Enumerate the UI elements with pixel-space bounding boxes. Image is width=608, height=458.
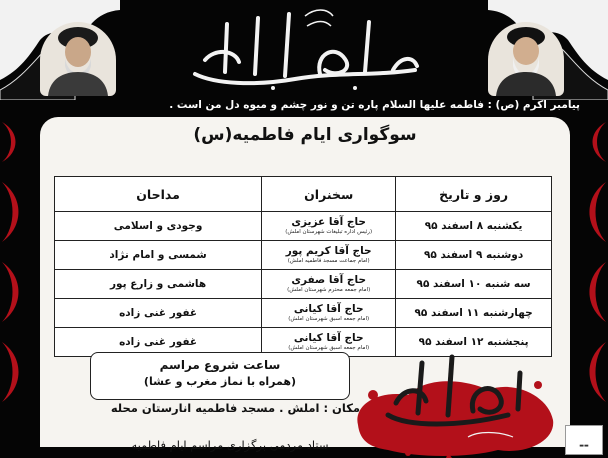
header-date: روز و تاریخ — [396, 177, 552, 212]
organizer-text: ستاد مردمی برگزاری مراسم ایام فاطمیه — [131, 438, 329, 452]
prophet-quote: پیامبر اکرم (ص) : فاطمه علیها السلام پاره تن و نور چشم و میوه دل من است . — [169, 99, 580, 111]
speaker-role: (امام جمعه محترم شهرستان املش) — [287, 287, 371, 293]
row-madah: غفور غنی زاده — [55, 299, 262, 328]
header-speaker: سخنران — [262, 177, 396, 212]
speaker-name: حاج آقا عزیزی — [291, 216, 366, 228]
row-madah: غفور غنی زاده — [55, 328, 262, 357]
row-date: چهارشنبه ۱۱ اسفند ۹۵ — [396, 299, 552, 328]
speaker-role: (امام جمعه اسبق شهرستان املش) — [288, 316, 370, 322]
row-speaker — [262, 270, 396, 299]
schedule-table — [54, 176, 552, 357]
speaker-role: (امام جمعه اسبق شهرستان املش) — [288, 345, 370, 351]
speaker-name: حاج آقا کیانی — [293, 303, 364, 315]
red-ornament-left — [0, 112, 40, 412]
speaker-role: (امام جماعت مسجد فاطمیه املش) — [287, 258, 370, 264]
calligraphy-logo — [165, 4, 445, 96]
portrait-right — [488, 22, 564, 96]
table-row — [55, 270, 552, 299]
row-date: سه شنبه ۱۰ اسفند ۹۵ — [396, 270, 552, 299]
start-time-box — [90, 352, 350, 400]
row-madah: هاشمی و زارع پور — [55, 270, 262, 299]
speaker-name: حاج آقا صفری — [291, 274, 367, 286]
blood-splatter-logo — [348, 345, 558, 458]
page-title: سوگواری ایام فاطمیه(س) — [193, 125, 417, 145]
speaker-name: حاج آقا کریم پور — [285, 245, 372, 257]
row-date: یکشنبه ۸ اسفند ۹۵ — [396, 212, 552, 241]
table-header-row — [55, 177, 552, 212]
table-row — [55, 212, 552, 241]
red-ornament-right — [568, 112, 608, 412]
row-speaker — [262, 299, 396, 328]
speaker-name: حاج آقا کیانی — [293, 332, 364, 344]
row-madah: وجودی و اسلامی — [55, 212, 262, 241]
table-row — [55, 299, 552, 328]
row-speaker — [262, 241, 396, 270]
start-time-note: (همراه با نماز مغرب و عشا) — [143, 375, 297, 388]
row-speaker — [262, 212, 396, 241]
row-date: پنجشنبه ۱۲ اسفند ۹۵ — [396, 328, 552, 357]
row-madah: شمسی و امام نژاد — [55, 241, 262, 270]
table-row — [55, 241, 552, 270]
watermark-stamp — [565, 425, 603, 455]
header-madah: مداحان — [55, 177, 262, 212]
location-text: مکان : املش . مسجد فاطمیه انارستان محله — [110, 401, 360, 415]
start-time-heading: ساعت شروع مراسم — [159, 358, 281, 372]
watermark-text: ▬▬ — [579, 443, 589, 449]
speaker-role: (رئیس اداره تبلیغات شهرستان املش) — [285, 229, 373, 235]
row-date: دوشنبه ۹ اسفند ۹۵ — [396, 241, 552, 270]
portrait-left — [40, 22, 116, 96]
